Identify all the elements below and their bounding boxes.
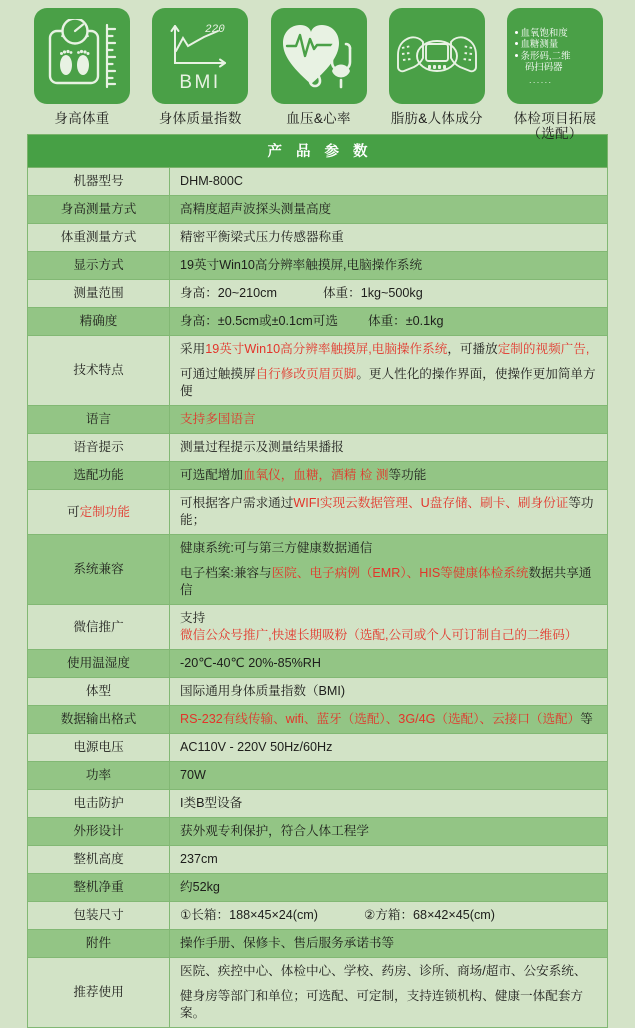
row-label-highlight: 定制功能 xyxy=(79,504,130,519)
row-value xyxy=(170,958,608,1028)
table-row xyxy=(28,605,608,650)
row-label: 语音提示 xyxy=(28,434,170,462)
value-weight-accuracy: 体重：±0.1kg xyxy=(367,314,444,328)
heart-stethoscope-tile xyxy=(271,8,367,104)
row-value xyxy=(170,490,608,535)
row-value xyxy=(170,462,608,490)
row-label: 机器型号 xyxy=(28,168,170,196)
feature-strip xyxy=(0,0,635,141)
value-line: 健身房等部门和单位；可选配、可定制，支持连锁机构、健康一体配套方案。 xyxy=(180,989,583,1020)
value-text: 数据共享通信 xyxy=(180,566,592,597)
weight-scale-tile xyxy=(34,8,130,104)
value-text-highlight: WIFI实现云数据管理、U盘存储、刷卡、刷身份证 xyxy=(293,496,569,510)
value-text: 电子档案:兼容与 xyxy=(180,566,272,580)
value-box-square: ②方箱：68×42×45(cm) xyxy=(363,908,495,922)
value-height-range: 身高：20~210cm xyxy=(180,286,277,300)
row-value xyxy=(170,308,608,336)
row-value: -20℃-40℃ 20%-85%RH xyxy=(170,650,608,678)
value-text-highlight: 医院、电子病例（EMR）、HIS等健康体检系统 xyxy=(271,566,529,580)
value-height-accuracy: 身高：±0.5cm或±0.1cm可选 xyxy=(180,314,338,328)
value-text: 等功能； xyxy=(180,496,594,527)
feature-caption xyxy=(514,111,597,141)
table-row xyxy=(28,734,608,762)
row-label: 推荐使用 xyxy=(28,958,170,1028)
row-label: 整机高度 xyxy=(28,846,170,874)
row-label: 体型 xyxy=(28,678,170,706)
product-parameters-table xyxy=(27,134,608,1028)
row-value xyxy=(170,280,608,308)
row-value: 约52kg xyxy=(170,874,608,902)
table-row xyxy=(28,336,608,406)
value-text-highlight: 19英寸Win10高分辨率触摸屏,电脑操作系统 xyxy=(205,342,448,356)
row-label: 技术特点 xyxy=(28,336,170,406)
bullet-item xyxy=(515,27,568,38)
table-row xyxy=(28,224,608,252)
table-row xyxy=(28,308,608,336)
table-row xyxy=(28,280,608,308)
feature-caption: 身体质量指数 xyxy=(158,111,242,126)
value-text: 。更人性化的操作界面，使操作更加简单方便 xyxy=(180,367,596,398)
feature-optional-items xyxy=(499,8,611,141)
row-value: 19英寸Win10高分辨率触摸屏,电脑操作系统 xyxy=(170,252,608,280)
optional-items-tile xyxy=(507,8,603,104)
table-row xyxy=(28,434,608,462)
weight-scale-icon xyxy=(44,19,120,93)
row-label: 微信推广 xyxy=(28,605,170,650)
row-label: 电击防护 xyxy=(28,790,170,818)
value-text: 等功能 xyxy=(388,468,427,482)
table-title: 产 品 参 数 xyxy=(28,135,608,168)
value-text: ，可播放 xyxy=(447,342,498,356)
feature-caption: 身高体重 xyxy=(54,111,110,126)
table-row xyxy=(28,462,608,490)
row-label: 外形设计 xyxy=(28,818,170,846)
feature-body-composition xyxy=(381,8,493,126)
table-row xyxy=(28,406,608,434)
value-text-highlight: RS-232有线传输、wifi、蓝牙（选配）、3G/4G（选配）、云接口（选配） xyxy=(180,712,581,726)
row-value: 获外观专利保护，符合人体工程学 xyxy=(170,818,608,846)
table-row xyxy=(28,252,608,280)
table-row xyxy=(28,490,608,535)
row-label: 整机净重 xyxy=(28,874,170,902)
row-label: 使用温湿度 xyxy=(28,650,170,678)
bmi-chart-icon xyxy=(162,18,238,94)
bmi-chart-tile xyxy=(152,8,248,104)
row-label: 数据输出格式 xyxy=(28,706,170,734)
bullet-label: 血糖测量 xyxy=(520,38,559,50)
body-composition-tile xyxy=(389,8,485,104)
value-text-highlight: 支持多国语言 xyxy=(180,412,256,426)
row-label: 功率 xyxy=(28,762,170,790)
table-row xyxy=(28,818,608,846)
row-value: 国际通用身体质量指数（BMI) xyxy=(170,678,608,706)
bullet-ellipsis: ...... xyxy=(529,75,553,86)
feature-bmi xyxy=(144,8,256,126)
table-row xyxy=(28,902,608,930)
row-label-text: 可 xyxy=(67,504,80,519)
row-value: 操作手册、保修卡、售后服务承诺书等 xyxy=(170,930,608,958)
table-row xyxy=(28,535,608,605)
table-row xyxy=(28,762,608,790)
row-value xyxy=(170,605,608,650)
row-label: 体重测量方式 xyxy=(28,224,170,252)
value-line: 健康系统:可与第三方健康数据通信 xyxy=(180,541,373,555)
row-value: 237cm xyxy=(170,846,608,874)
row-label xyxy=(28,490,170,535)
row-value xyxy=(170,535,608,605)
table-row xyxy=(28,930,608,958)
row-label: 显示方式 xyxy=(28,252,170,280)
value-text: 支持 xyxy=(180,611,206,625)
table-row xyxy=(28,790,608,818)
value-box-long: ①长箱：188×45×24(cm) xyxy=(180,908,318,922)
row-value: 70W xyxy=(170,762,608,790)
value-weight-range: 体重：1kg~500kg xyxy=(322,286,423,300)
value-text-highlight: 自行修改页眉页脚 xyxy=(255,367,357,381)
row-label: 精确度 xyxy=(28,308,170,336)
feature-caption-main: 体检项目拓展 xyxy=(513,111,597,126)
row-label: 附件 xyxy=(28,930,170,958)
value-line xyxy=(180,366,601,400)
table-row xyxy=(28,168,608,196)
value-text-highlight: 微信公众号推广,快速长期吸粉（选配,公司或个人可订制自己的二维码） xyxy=(180,628,578,642)
bullet-continuation: 码扫码器 xyxy=(525,60,563,72)
row-value xyxy=(170,902,608,930)
value-text: 采用 xyxy=(180,342,206,356)
table-row xyxy=(28,846,608,874)
row-label: 系统兼容 xyxy=(28,535,170,605)
row-value xyxy=(170,706,608,734)
row-value: I类B型设备 xyxy=(170,790,608,818)
value-text: 等 xyxy=(580,712,593,726)
value-text-highlight: 血氧仪，血糖，酒精 检 测 xyxy=(242,468,389,482)
value-text: 可根据客户需求通过 xyxy=(180,496,294,510)
bullet-label: 血氧饱和度 xyxy=(520,26,568,38)
feature-caption: 脂肪&人体成分 xyxy=(390,111,483,126)
row-value: 测量过程提示及测量结果播报 xyxy=(170,434,608,462)
feature-height-weight xyxy=(26,8,138,126)
value-line xyxy=(180,341,601,358)
feature-blood-pressure-heart-rate xyxy=(263,8,375,126)
svg-text:BMI: BMI xyxy=(179,72,221,93)
row-label: 包装尺寸 xyxy=(28,902,170,930)
row-label: 测量范围 xyxy=(28,280,170,308)
feature-caption: 血压&心率 xyxy=(286,111,351,126)
table-row xyxy=(28,196,608,224)
bullet-dot-icon xyxy=(515,42,518,45)
table-row xyxy=(28,958,608,1028)
body-composition-icon xyxy=(395,26,479,86)
feature-caption-sub: （选配） xyxy=(527,126,583,141)
value-text-highlight: 定制的视频广告, xyxy=(497,342,590,356)
table-row xyxy=(28,874,608,902)
row-label: 身高测量方式 xyxy=(28,196,170,224)
row-label: 语言 xyxy=(28,406,170,434)
row-value: 高精度超声波探头测量高度 xyxy=(170,196,608,224)
value-text: 可通过触摸屏 xyxy=(180,367,256,381)
row-value: AC110V - 220V 50Hz/60Hz xyxy=(170,734,608,762)
row-value xyxy=(170,336,608,406)
table-row xyxy=(28,706,608,734)
heart-stethoscope-icon xyxy=(280,18,358,94)
row-label: 选配功能 xyxy=(28,462,170,490)
bullet-item xyxy=(515,38,558,49)
svg-text:220: 220 xyxy=(205,24,226,36)
bullet-item xyxy=(515,50,571,61)
row-value: DHM-800C xyxy=(170,168,608,196)
table-row xyxy=(28,678,608,706)
bullet-label: 条形码,二维 xyxy=(520,49,571,61)
bullet-dot-icon xyxy=(515,54,518,57)
row-value: 精密平衡梁式压力传感器称重 xyxy=(170,224,608,252)
row-label: 电源电压 xyxy=(28,734,170,762)
value-text: 可选配增加 xyxy=(180,468,243,482)
value-line xyxy=(180,565,601,599)
row-value xyxy=(170,406,608,434)
value-line: 医院、疾控中心、体检中心、学校、药房、诊所、商场/超市、公安系统、 xyxy=(180,964,587,978)
table-row xyxy=(28,650,608,678)
bullet-dot-icon xyxy=(515,31,518,34)
